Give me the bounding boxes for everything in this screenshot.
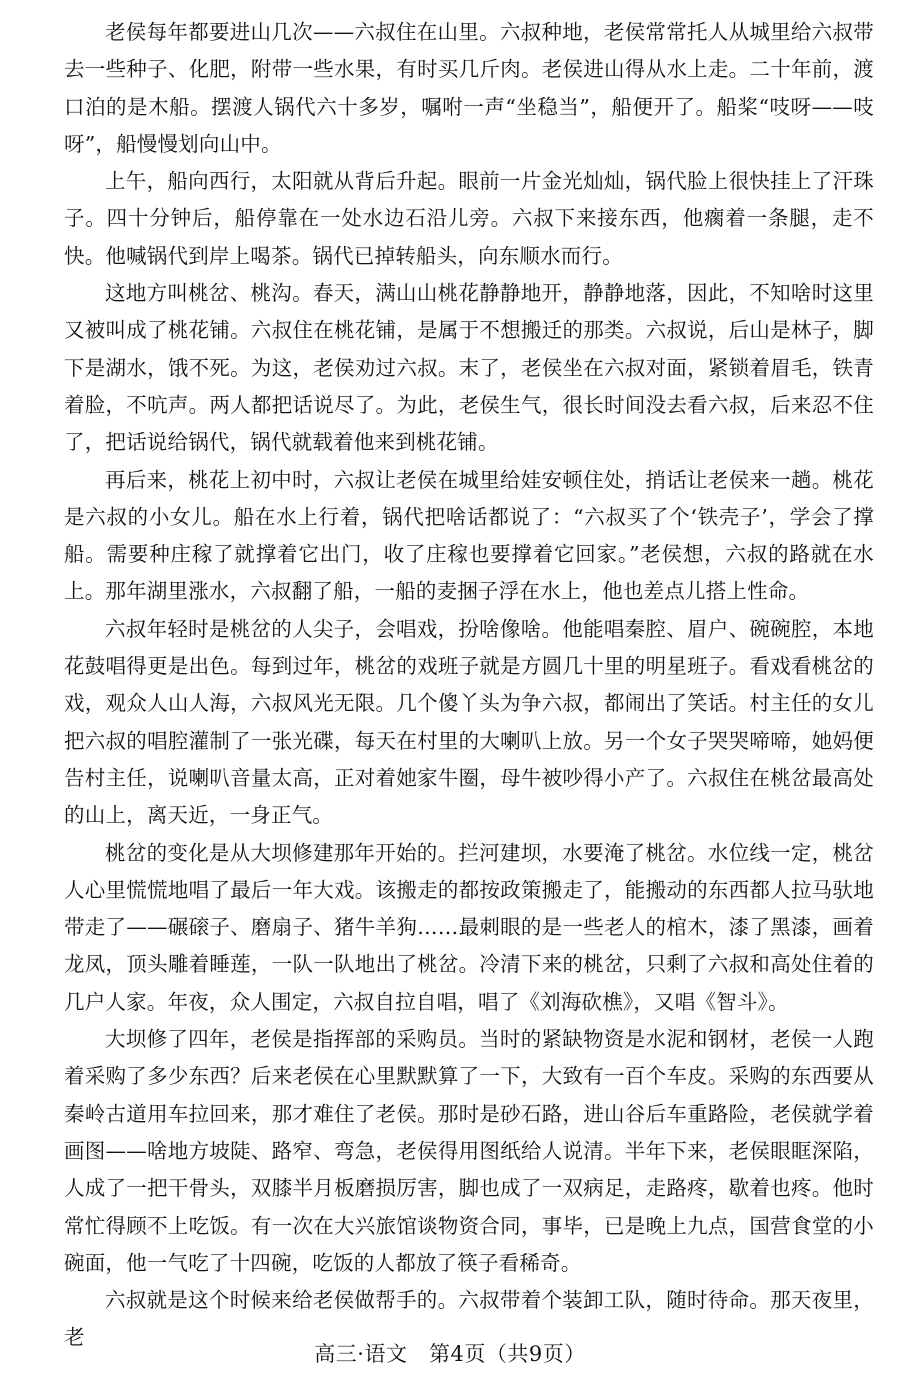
page-footer: 高三·语文 第4页（共9页） — [314, 1342, 586, 1366]
paragraph: 六叔年轻时是桃岔的人尖子，会唱戏，扮啥像啥。他能唱秦腔、眉户、碗碗腔，本地花鼓唱得更是出色。每到过年，桃岔的戏班子就是方圆几十里的明星班子。看戏看桃岔的戏，观众人山人海，六叔风光无限。几个傻丫头为争六叔，都闹出了笑话。村主任的女儿把六叔的唱腔灌制了一张光碟，每天在村里的大喇叭上放。另一个女子哭哭啼啼，她妈便告村主任，说喇叭音量太高，正对着她家牛圈，母牛被吵得小产了。六叔住在桃岔最高处的山上，离天近，一身正气。 — [64, 616, 874, 828]
paragraph: 再后来，桃花上初中时，六叔让老侯在城里给娃安顿住处，捎话让老侯来一趟。桃花是六叔的小女儿。船在水上行着，锅代把啥话都说了：“六叔买了个‘铁壳子’，学会了撑船。需要种庄稼了就撑着它出门，收了庄稼也要撑着它回家。”老侯想，六叔的路就在水上。那年湖里涨水，六叔翻了船，一船的麦捆子浮在水上，他也差点儿搭上性命。 — [64, 467, 874, 604]
paragraph: 老侯每年都要进山几次——六叔住在山里。六叔种地，老侯常常托人从城里给六叔带去一些种子、化肥，附带一些水果，有时买几斤肉。老侯进山得从水上走。二十年前，渡口泊的是木船。摆渡人锅代六十多岁，嘱咐一声“坐稳当”，船便开了。船桨“吱呀——吱呀”，船慢慢划向山中。 — [64, 20, 874, 156]
paragraph: 上午，船向西行，太阳就从背后升起。眼前一片金光灿灿，锅代脸上很快挂上了汗珠子。四十分钟后，船停靠在一处水边石沿儿旁。六叔下来接东西，他瘸着一条腿，走不快。他喊锅代到岸上喝茶。锅代已掉转船头，向东顺水而行。 — [64, 169, 874, 268]
article-body — [64, 14, 874, 1357]
paragraph: 六叔就是这个时候来给老侯做帮手的。六叔带着个装卸工队，随时待命。那天夜里，老 — [64, 1288, 874, 1350]
paragraph: 大坝修了四年，老侯是指挥部的采购员。当时的紧缺物资是水泥和钢材，老侯一人跑着采购了多少东西？后来老侯在心里默默算了一下，大致有一百个车皮。采购的东西要从秦岭古道用车拉回来，那才难住了老侯。那时是砂石路，进山谷后车重路险，老侯就学着画图——啥地方坡陡、路窄、弯急，老侯得用图纸给人说清。半年下来，老侯眼眶深陷，人成了一把干骨头，双膝半月板磨损厉害，脚也成了一双病足，走路疼，歇着也疼。他时常忙得顾不上吃饭。有一次在大兴旅馆谈物资合同，事毕，已是晚上九点，国营食堂的小碗面，他一气吃了十四碗，吃饭的人都放了筷子看稀奇。 — [64, 1027, 874, 1275]
paragraph: 桃岔的变化是从大坝修建那年开始的。拦河建坝，水要淹了桃岔。水位线一定，桃岔人心里慌慌地唱了最后一年大戏。该搬走的都按政策搬走了，能搬动的东西都人拉马驮地带走了——碾磙子、磨扇子、猪牛羊狗……最刺眼的是一些老人的棺木，漆了黑漆，画着龙凤，顶头雕着睡莲，一队一队地出了桃岔。冷清下来的桃岔，只剩了六叔和高处住着的几户人家。年夜，众人围定，六叔自拉自唱，唱了《刘海砍樵》，又唱《智斗》。 — [64, 840, 874, 1014]
paragraph: 这地方叫桃岔、桃沟。春天，满山山桃花静静地开，静静地落，因此，不知啥时这里又被叫成了桃花铺。六叔住在桃花铺，是属于不想搬迁的那类。六叔说，后山是林子，脚下是湖水，饿不死。为这，老侯劝过六叔。末了，老侯坐在六叔对面，紧锁着眉毛，铁青着脸，不吭声。两人都把话说尽了。为此，老侯生气，很长时间没去看六叔，后来忍不住了，把话说给锅代，锅代就载着他来到桃花铺。 — [64, 281, 874, 455]
